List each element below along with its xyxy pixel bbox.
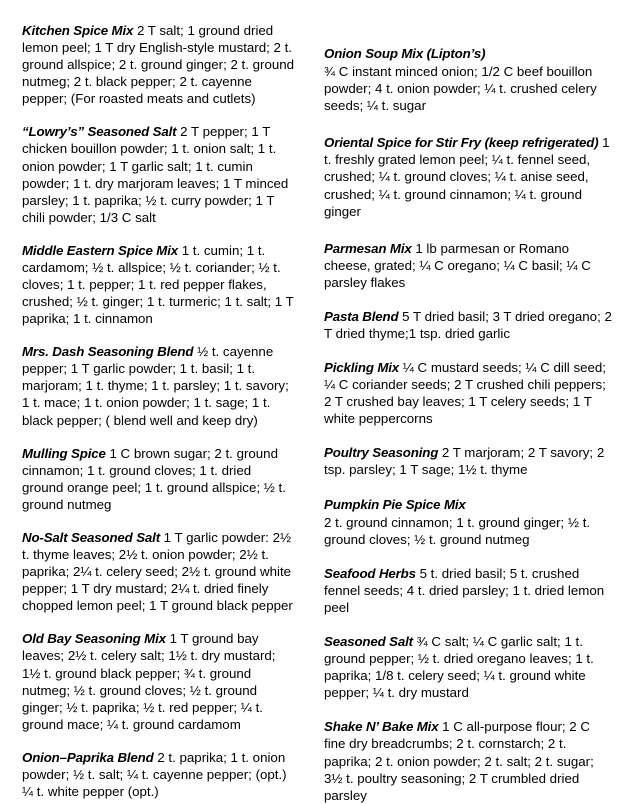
recipe-entry-onion-soup-mix — [324, 45, 614, 114]
recipe-ingredients: 5 t. dried basil; 5 t. crushed fennel seeds; 4 t. dried parsley; 1 t. dried lemon peel — [324, 565, 605, 615]
recipe-ingredients: 2 T marjoram; 2 T savory; 2 tsp. parsley; 1 T sage; 1½ t. thyme — [324, 445, 605, 478]
recipe-ingredients: 2 t. paprika; 1 t. onion powder; ½ t. salt; ¼ t. cayenne pepper; (opt.) ¼ t. white pepper (opt.) — [22, 749, 287, 799]
left-column — [22, 22, 314, 800]
recipe-title: Seafood Herbs — [324, 565, 416, 581]
recipe-entry-poultry-seasoning — [324, 444, 614, 478]
recipe-title: Shake N’ Bake Mix — [324, 719, 439, 735]
recipe-entry-oriental-spice-for-stir-fry — [324, 134, 614, 219]
recipe-title: Middle Eastern Spice Mix — [22, 242, 179, 258]
recipe-title: Onion–Paprika Blend — [22, 749, 154, 765]
recipe-title: Kitchen Spice Mix — [22, 23, 134, 38]
recipe-title: Pasta Blend — [324, 308, 399, 324]
recipe-ingredients: 1 C brown sugar; 2 t. ground cinnamon; 1 t. ground cloves; 1 t. dried ground orange peel; 1 t. ground allspice; ½ t. ground nutmeg — [22, 445, 286, 512]
recipe-entry-no-salt-seasoned-salt — [22, 529, 296, 614]
recipe-ingredients: 1 T ground bay leaves; 2½ t. celery salt; 1½ t. dry mustard; 1½ t. ground black pepper; ¾ t. ground nutmeg; ½ t. ground cloves; ½ t. ground ginger; ½ t. paprika; ½ t. red pepper; ¼ t. ground mace; ¼ t. ground cardamom — [22, 631, 276, 732]
recipe-title: No-Salt Seasoned Salt — [22, 529, 160, 545]
recipe-ingredients: 2 T pepper; 1 T chicken bouillon powder; 1 t. onion salt; 1 t. onion powder; 1 T garlic salt; 1 t. cumin powder; 1 t. dry marjoram leaves; 1 T minced parsley; 1 t. paprika; ½ t. curry powder; 1 T chili powder; 1/3 C salt — [22, 124, 289, 225]
recipe-title: Seasoned Salt — [324, 634, 413, 650]
recipe-entry-lowrys-seasoned-salt — [22, 123, 296, 225]
recipe-title: Parmesan Mix — [324, 240, 412, 256]
recipe-ingredients: ½ t. cayenne pepper; 1 T garlic powder; 1 t. basil; 1 t. marjoram; 1 t. thyme; 1 t. parsley; 1 t. savory; 1 t. mace; 1 t. onion powder; 1 t. sage; 1 t. black pepper; ( blend well and keep dry) — [22, 344, 289, 428]
recipe-entry-middle-eastern-spice-mix — [22, 242, 296, 327]
recipe-ingredients: 2 T salt; 1 ground dried lemon peel; 1 T dry English-style mustard; 2 t. ground allspice; 2 t. ground ginger; 2 t. ground nutmeg; 2 t. black pepper; 2 t. cayenne pepper; (For roasted meats and cutlets) — [22, 23, 295, 107]
recipe-title: Mulling Spice — [22, 445, 106, 461]
two-column-layout — [22, 22, 626, 804]
recipe-title: Pumpkin Pie Spice Mix — [324, 496, 466, 512]
recipe-entry-old-bay-seasoning-mix — [22, 630, 296, 732]
recipe-ingredients: 1 T garlic powder: 2½ t. thyme leaves; 2½ t. onion powder; 2½ t. paprika; 2¼ t. celery seed; 2½ t. ground white pepper; 1 T dry mustard; 2¼ t. dried finely chopped lemon peel; 1 T ground black pepper — [22, 529, 293, 614]
recipe-entry-seasoned-salt — [324, 633, 614, 701]
recipe-ingredients: ¼ C mustard seeds; ¼ C dill seed; ¼ C coriander seeds; 2 T crushed chili peppers; 2 T crushed bay leaves; 1 T celery seeds; 1 T white peppercorns — [324, 360, 606, 427]
recipe-ingredients: 1 t. cumin; 1 t. cardamom; ½ t. allspice; ½ t. coriander; ½ t. cloves; 1 t. pepper; 1 t. red pepper flakes, crushed; ½ t. ginger; 1 t. turmeric; 1 t. salt; 1 T paprika; 1 t. cinnamon — [22, 242, 294, 327]
recipe-entry-parmesan-mix — [324, 240, 614, 291]
recipe-title: Pickling Mix — [324, 360, 400, 376]
recipe-entry-shake-n-bake-mix — [324, 718, 614, 803]
recipe-entry-pickling-mix — [324, 359, 614, 427]
recipe-title: Poultry Seasoning — [324, 445, 439, 461]
recipe-entry-onion-paprika-blend — [22, 749, 296, 800]
recipe-entry-pumpkin-pie-spice-mix — [324, 496, 614, 548]
recipe-ingredients: ¾ C salt; ¼ C garlic salt; 1 t. ground pepper; ½ t. dried oregano leaves; 1 t. paprika; 1/8 t. celery seed; ¼ t. ground white pepper; ¼ t. dry mustard — [324, 634, 594, 701]
recipe-ingredients: 5 T dried basil; 3 T dried oregano; 2 T dried thyme;1 tsp. dried garlic — [324, 308, 612, 342]
recipe-ingredients: 2 t. ground cinnamon; 1 t. ground ginger; ½ t. ground cloves; ½ t. ground nutmeg — [324, 514, 591, 547]
recipe-title: Mrs. Dash Seasoning Blend — [22, 344, 194, 360]
recipe-title: Onion Soup Mix (Lipton’s) — [324, 46, 486, 61]
recipe-entry-mulling-spice — [22, 445, 296, 513]
recipe-ingredients: ¾ C instant minced onion; 1/2 C beef bouillon powder; 4 t. onion powder; ¼ t. crushed celery seeds; ¼ t. sugar — [324, 64, 597, 114]
recipe-ingredients: 1 C all-purpose flour; 2 C fine dry breadcrumbs; 2 t. cornstarch; 2 t. paprika; 2 t. onion powder; 2 t. salt; 2 t. sugar; 3½ t. poultry seasoning; 2 T crumbled dried parsley — [324, 719, 594, 803]
recipe-entry-pasta-blend — [324, 308, 614, 342]
recipe-entry-kitchen-spice-mix — [22, 22, 296, 107]
recipe-title: Oriental Spice for Stir Fry (keep refrigerated) — [324, 135, 599, 151]
recipe-ingredients: 1 lb parmesan or Romano cheese, grated; ¼ C oregano; ¼ C basil; ¼ C parsley flakes — [324, 240, 591, 290]
recipe-title: “Lowry’s” Seasoned Salt — [22, 124, 177, 140]
recipe-entry-mrs-dash-seasoning-blend — [22, 343, 296, 428]
recipe-entry-seafood-herbs — [324, 565, 614, 616]
recipe-title: Old Bay Seasoning Mix — [22, 631, 166, 647]
right-column — [314, 22, 614, 804]
recipe-ingredients: 1 t. freshly grated lemon peel; ¼ t. fennel seed, crushed; ¼ t. ground cloves; ¼ t. anise seed, crushed; ¼ t. ground cinnamon; ¼ t. ground ginger — [324, 135, 610, 219]
